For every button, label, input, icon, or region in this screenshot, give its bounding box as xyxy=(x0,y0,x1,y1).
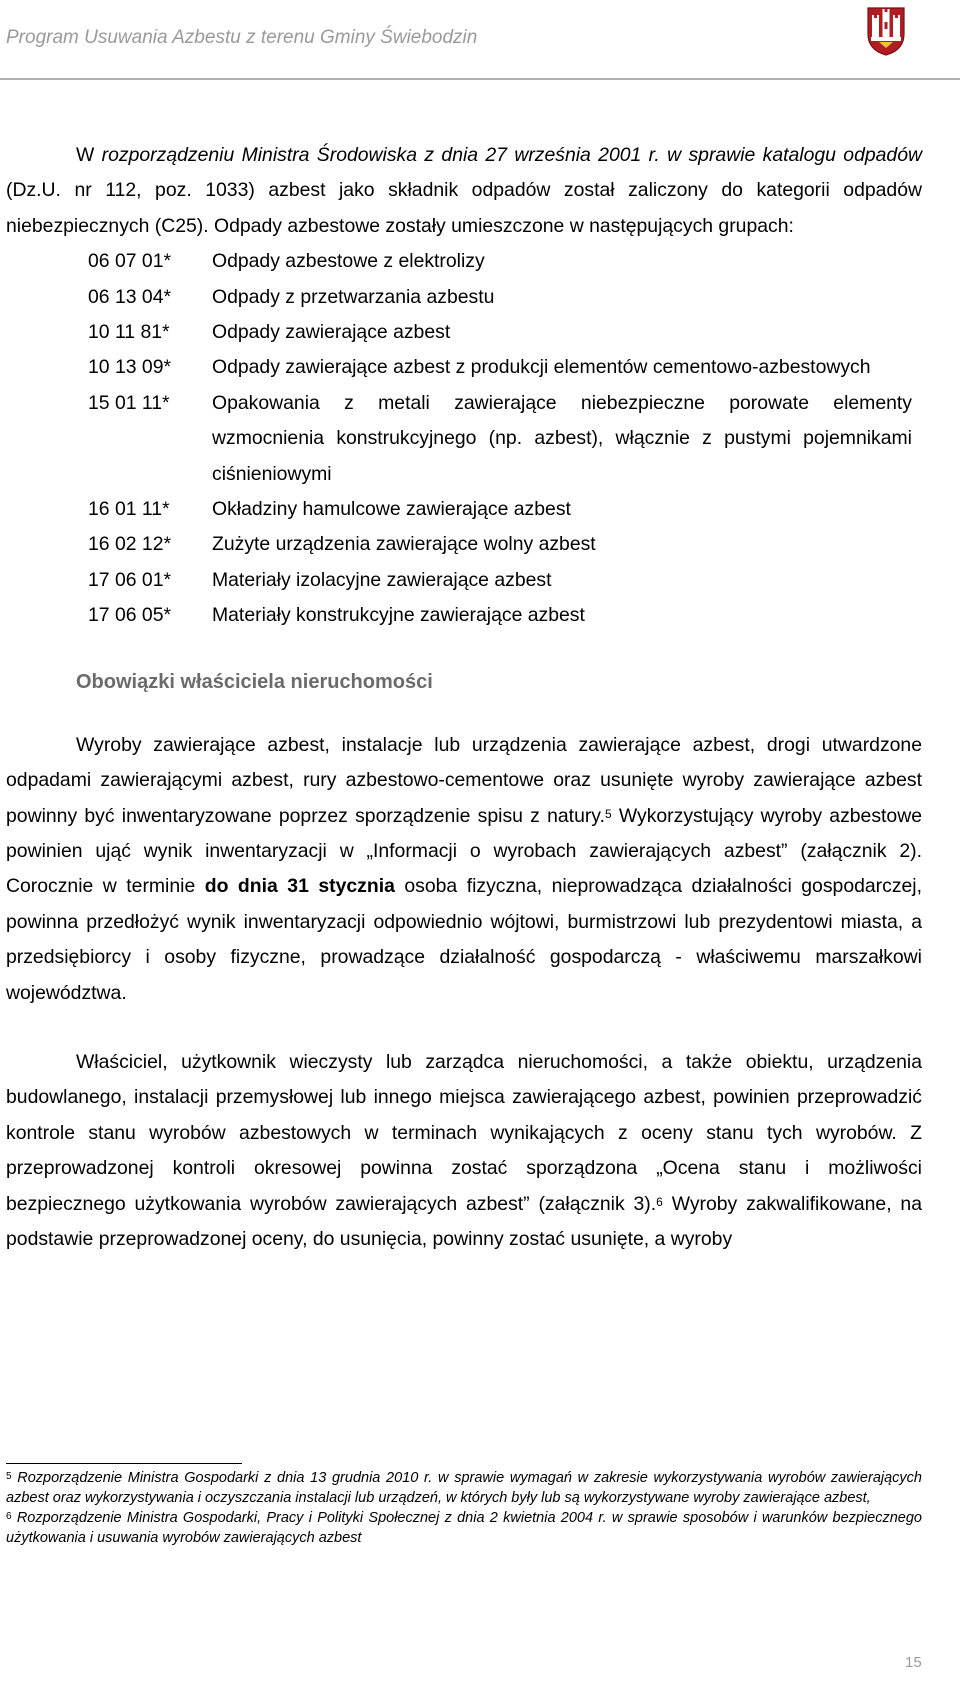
waste-code: 06 07 01* xyxy=(88,250,172,273)
list-item xyxy=(6,527,922,562)
waste-description: Okładziny hamulcowe zawierające azbest xyxy=(212,498,571,521)
waste-code: 06 13 04* xyxy=(88,285,172,308)
section-heading: Obowiązki właściciela nieruchomości xyxy=(76,670,433,693)
intro-paragraph xyxy=(6,138,922,244)
waste-code: 10 13 09* xyxy=(88,356,172,379)
footnote-text: Rozporządzenie Ministra Gospodarki z dnia 13 grudnia 2010 r. w sprawie wymagań w zakresie wykorzystywania wyrobów zawierających azbest oraz wykorzystywania i oczyszczania instalacji lub urządzeń, w których były lub są wykorzystywane wyroby zawierające azbest, xyxy=(6,1470,922,1506)
header-divider xyxy=(0,78,960,80)
waste-description: Zużyte urządzenia zawierające wolny azbest xyxy=(212,533,596,556)
footnotes xyxy=(6,1468,922,1548)
paragraph-text: osoba fizyczna, nieprowadząca działalności gospodarczej, powinna przedłożyć wynik inwentaryzacji odpowiednio wójtowi, burmistrzowi lub prezydentowi miasta, a przedsiębiorcy i osoby fizyczne, prowadzące działalność gospodarczą - właściwemu marszałkowi województwa. xyxy=(6,875,922,1004)
paragraph-text: Wyroby zakwalifikowane, na podstawie przeprowadzonej oceny, do usunięcia, powinny zostać usunięte, a wyroby xyxy=(6,1192,922,1250)
list-item xyxy=(6,244,922,279)
footnote-text: Rozporządzenie Ministra Gospodarki, Pracy i Polityki Społecznej z dnia 2 kwietnia 2004 r. w sprawie sposobów i warunków bezpiecznego użytkowania i usuwania wyrobów zawierających azbest xyxy=(6,1510,922,1546)
waste-description: Materiały izolacyjne zawierające azbest xyxy=(212,568,552,591)
inspection-paragraph xyxy=(6,1045,922,1257)
page-header xyxy=(0,0,960,84)
list-item xyxy=(6,598,922,633)
waste-code: 16 02 12* xyxy=(88,533,172,556)
waste-description: Odpady zawierające azbest xyxy=(212,321,451,344)
list-item xyxy=(6,350,922,385)
paragraph-text: Wykorzystujący wyroby azbestowe powinien ująć wynik inwentaryzacji w „Informacji o wyrobach zawierających azbest” (załącznik 2). Corocznie w terminie xyxy=(6,804,922,898)
page-number: 15 xyxy=(905,1654,922,1671)
waste-description: Materiały konstrukcyjne zawierające azbest xyxy=(212,604,585,627)
list-item xyxy=(6,280,922,315)
list-item xyxy=(6,315,922,350)
footnote-ref-5: 5 xyxy=(604,806,612,821)
list-item xyxy=(6,386,922,492)
coat-of-arms-icon xyxy=(866,4,906,56)
page-content xyxy=(6,138,922,1257)
waste-description: Odpady zawierające azbest z produkcji elementów cementowo-azbestowych xyxy=(212,356,871,379)
paragraph-text: Właściciel, użytkownik wieczysty lub zarządca nieruchomości, a także obiektu, urządzenia budowlanego, instalacji przemysłowej lub innego miejsca zawierającego azbest, powinien przeprowadzić kontrole stanu wyrobów azbestowych w terminach wynikających z oceny stanu tych wyrobów. Z przeprowadzonej kontroli okresowej powinna zostać sporządzona „Ocena stanu i możliwości bezpiecznego użytkowania wyrobów zawierających azbest” (załącznik 3). xyxy=(6,1050,922,1215)
waste-description: Odpady z przetwarzania azbestu xyxy=(212,285,495,308)
footnote-5 xyxy=(6,1468,922,1508)
waste-code: 17 06 01* xyxy=(88,568,172,591)
waste-description: Odpady azbestowe z elektrolizy xyxy=(212,250,485,273)
owner-obligations-paragraph xyxy=(6,728,922,1011)
list-item xyxy=(6,563,922,598)
footnote-number: 5 xyxy=(6,1471,12,1482)
waste-code-list xyxy=(6,244,922,633)
paragraph-text: Wyroby zawierające azbest, instalacje lub urządzenia zawierające azbest, drogi utwardzone odpadami zawierającymi azbest, rury azbestowo-cementowe oraz usunięte wyroby zawierające azbest powinny być inwentaryzowane poprzez sporządzenie spisu z natury. xyxy=(6,733,922,827)
intro-regulation-title: rozporządzeniu Ministra Środowiska z dnia 27 września 2001 r. w sprawie katalogu odpadów xyxy=(101,144,922,166)
waste-code: 16 01 11* xyxy=(88,498,170,521)
footnote-6 xyxy=(6,1508,922,1548)
waste-description: Opakowania z metali zawierające niebezpieczne porowate elementy wzmocnienia konstrukcyjnego (np. azbest), włącznie z pustymi pojemnikami ciśnieniowymi xyxy=(212,391,912,485)
intro-text-2: (Dz.U. nr 112, poz. 1033) azbest jako składnik odpadów został zaliczony do kategorii odpadów niebezpiecznych (C25). Odpady azbestowe zostały umieszczone w następujących grupach: xyxy=(6,179,922,237)
list-item xyxy=(6,492,922,527)
footnote-ref-6: 6 xyxy=(656,1194,663,1209)
footnote-number: 6 xyxy=(6,1511,12,1522)
waste-code: 10 11 81* xyxy=(88,321,170,344)
waste-code: 17 06 05* xyxy=(88,604,172,627)
header-title: Program Usuwania Azbestu z terenu Gminy Świebodzin xyxy=(6,27,478,48)
intro-text-1: W xyxy=(76,144,102,166)
waste-code: 15 01 11* xyxy=(88,391,170,414)
footnote-divider xyxy=(6,1463,242,1464)
deadline-text: do dnia 31 stycznia xyxy=(204,875,395,898)
